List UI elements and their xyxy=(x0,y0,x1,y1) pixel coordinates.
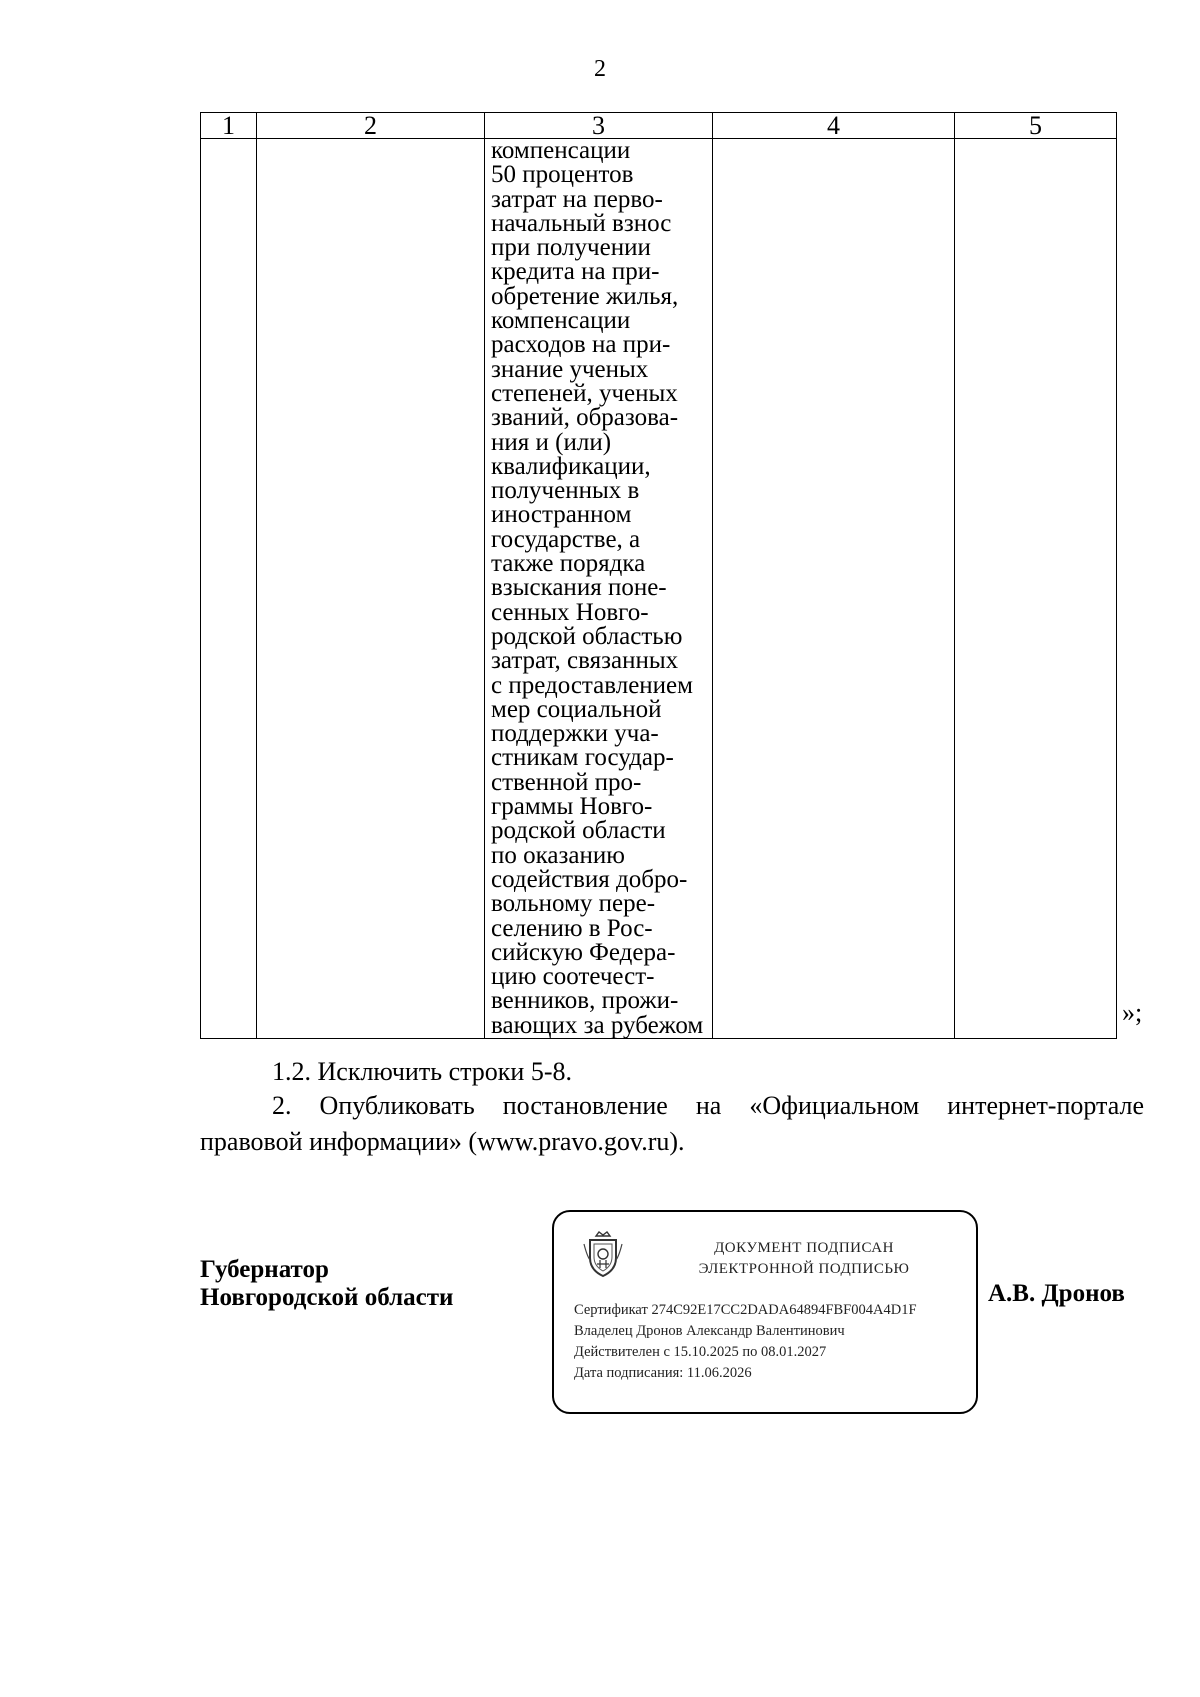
closing-quote: »; xyxy=(1122,998,1143,1027)
cell-col3-line: граммы Новго- xyxy=(491,793,653,821)
cell-col3-line: иностранном xyxy=(491,501,632,529)
cell-col3-line: сенных Новго- xyxy=(491,598,649,626)
column-number-3: 3 xyxy=(485,113,713,139)
cell-col3-line: родской области xyxy=(491,817,666,845)
stamp-heading-line1: ДОКУМЕНТ ПОДПИСАН xyxy=(714,1240,894,1256)
stamp-owner: Владелец Дронов Александр Валентинович xyxy=(574,1323,845,1339)
column-number-4: 4 xyxy=(713,113,955,139)
cell-col3-line: по оказанию xyxy=(491,841,625,869)
cell-col3-line: вольному пере- xyxy=(491,890,656,918)
cell-col3-line: компенсации xyxy=(491,137,631,164)
stamp-heading xyxy=(654,1238,954,1280)
signer-title-line1: Губернатор xyxy=(200,1256,329,1283)
column-number-2: 2 xyxy=(257,113,485,139)
cell-col3-line: обретение жилья, xyxy=(491,282,679,310)
cell-col3-line: стникам государ- xyxy=(491,744,674,772)
stamp-heading-line2: ЭЛЕКТРОННОЙ ПОДПИСЬЮ xyxy=(698,1261,910,1277)
cell-col3-line: расходов на при- xyxy=(491,331,671,359)
signer-name: А.В. Дронов xyxy=(988,1280,1125,1307)
electronic-signature-stamp xyxy=(552,1210,978,1414)
stamp-validity: Действителен с 15.10.2025 по 08.01.2027 xyxy=(574,1344,827,1360)
cell-col3-line: знание ученых xyxy=(491,355,649,383)
cell-col3-line: также порядка xyxy=(491,550,646,578)
cell-col3-line: полученных в xyxy=(491,477,640,505)
cell-col3-line: цию соотечест- xyxy=(491,963,655,991)
cell-col3-line: компенсации xyxy=(491,307,631,335)
cell-col3-line: сийскую Федера- xyxy=(491,938,676,966)
paragraph-1-2: 1.2. Исключить строки 5-8. xyxy=(272,1057,572,1086)
cell-col3-line: поддержки уча- xyxy=(491,720,659,748)
cell-col3-line: начальный взнос xyxy=(491,209,672,237)
cell-col1 xyxy=(201,139,257,1039)
coat-of-arms-icon xyxy=(582,1230,624,1278)
table-header-row xyxy=(201,113,1117,139)
cell-col3-text xyxy=(485,139,712,1038)
cell-col3-line: вающих за рубежом xyxy=(491,1011,704,1039)
cell-col3-line: государстве, а xyxy=(491,525,641,553)
table-row xyxy=(201,139,1117,1039)
cell-col3-line: кредита на при- xyxy=(491,258,660,286)
column-number-5: 5 xyxy=(955,113,1117,139)
cell-col3-line: степеней, ученых xyxy=(491,379,678,407)
cell-col3-line: затрат на перво- xyxy=(491,185,663,213)
cell-col3-line: при получении xyxy=(491,234,651,262)
column-number-1: 1 xyxy=(201,113,257,139)
cell-col5 xyxy=(955,139,1117,1039)
cell-col3-line: селению в Рос- xyxy=(491,914,653,942)
cell-col3-line: квалификации, xyxy=(491,452,651,480)
cell-col2 xyxy=(257,139,485,1039)
cell-col3-line: 50 процентов xyxy=(491,161,634,189)
cell-col3-line: мер социальной xyxy=(491,695,662,723)
stamp-certificate: Сертификат 274C92E17CC2DADA64894FBF004A4D1F xyxy=(574,1302,917,1318)
paragraph-2: 2. Опубликовать постановление на «Официальном интернет-портале правовой информации» (www.pravo.gov.ru). xyxy=(200,1091,1144,1156)
continuation-table xyxy=(200,112,1117,1039)
signer-title xyxy=(200,1256,453,1312)
cell-col3-line: родской областью xyxy=(491,622,683,650)
cell-col3-line: ственной про- xyxy=(491,768,642,796)
cell-col3-line: званий, образова- xyxy=(491,404,679,432)
stamp-signed-date: Дата подписания: 11.06.2026 xyxy=(574,1365,752,1381)
cell-col4 xyxy=(713,139,955,1039)
signer-title-line2: Новгородской области xyxy=(200,1284,454,1311)
cell-col3-line: ния и (или) xyxy=(491,428,612,456)
stamp-details xyxy=(574,1300,917,1384)
cell-col3-line: затрат, связанных xyxy=(491,647,679,675)
page-number: 2 xyxy=(594,56,606,82)
cell-col3-line: венников, прожи- xyxy=(491,987,679,1015)
cell-col3-line: с предоставлением xyxy=(491,671,693,699)
cell-col3-line: взыскания поне- xyxy=(491,574,667,602)
cell-col3 xyxy=(485,139,713,1039)
cell-col3-line: содействия добро- xyxy=(491,865,688,893)
